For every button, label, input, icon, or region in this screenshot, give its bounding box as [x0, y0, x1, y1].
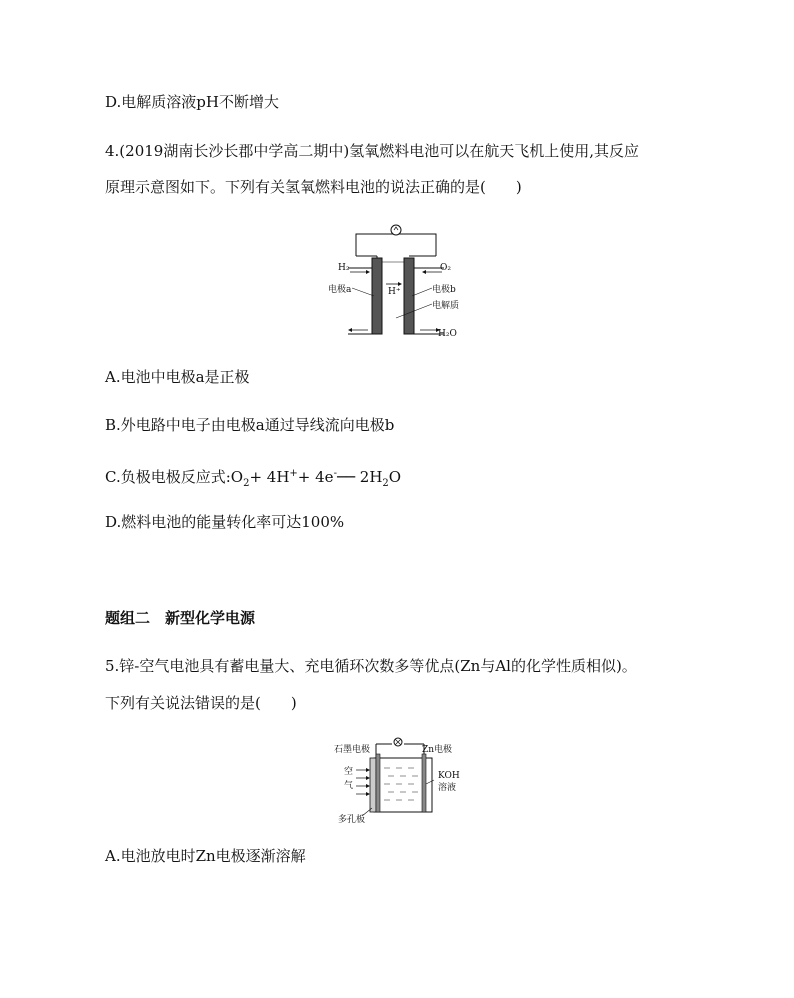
option-c-sup2: -	[333, 468, 337, 479]
label-air2: 气	[344, 781, 354, 791]
q5-stem-line2: 下列有关说法错误的是( )	[105, 694, 297, 712]
label-o2: O₂	[440, 263, 451, 273]
option-c-sup1: +	[289, 468, 298, 479]
label-electrode-a: 电极a	[328, 285, 352, 295]
option-c-end: O	[388, 468, 402, 486]
label-hplus: H⁺	[388, 287, 401, 297]
label-electrolyte: 电解质	[432, 301, 460, 311]
label-koh: KOH	[438, 771, 460, 781]
q4-option-a: A.电池中电极a是正极	[105, 368, 250, 386]
label-zn: Zn电极	[422, 745, 453, 755]
label-h2: H₂	[338, 263, 350, 273]
label-graphite: 石墨电极	[334, 745, 371, 755]
option-c-arrow: ── 2H	[336, 468, 383, 486]
option-c-mid2: + 4e	[297, 468, 334, 486]
q5-stem-line1: 5.锌-空气电池具有蓄电量大、充电循环次数多等优点(Zn与Al的化学性质相似)。	[105, 657, 637, 675]
option-c-mid: + 4H	[249, 468, 290, 486]
q4-stem-line1: 4.(2019湖南长沙长郡中学高二期中)氢氧燃料电池可以在航天飞机上使用,其反应	[105, 142, 639, 160]
label-porous: 多孔板	[338, 815, 366, 825]
option-c-sub2: 2	[382, 478, 389, 489]
q5-option-a: A.电池放电时Zn电极逐渐溶解	[105, 847, 306, 865]
label-h2o: H₂O	[438, 329, 457, 339]
section-title: 题组二 新型化学电源	[105, 609, 256, 627]
q4-option-d: D.燃料电池的能量转化率可达100%	[105, 513, 345, 531]
q4-option-c	[105, 464, 401, 494]
q3-option-d: D.电解质溶液pH不断增大	[105, 93, 279, 111]
option-c-sub1: 2	[243, 478, 250, 489]
option-c-prefix: C.负极电极反应式:O	[105, 468, 244, 486]
zinc-air-diagram	[334, 736, 480, 826]
fuel-cell-diagram	[328, 222, 464, 342]
q4-stem-line2: 原理示意图如下。下列有关氢氧燃料电池的说法正确的是( )	[105, 178, 522, 196]
q4-option-b: B.外电路中电子由电极a通过导线流向电极b	[105, 416, 395, 434]
label-electrode-b: 电极b	[432, 285, 456, 295]
label-solution: 溶液	[438, 783, 457, 793]
label-air1: 空	[344, 767, 354, 777]
